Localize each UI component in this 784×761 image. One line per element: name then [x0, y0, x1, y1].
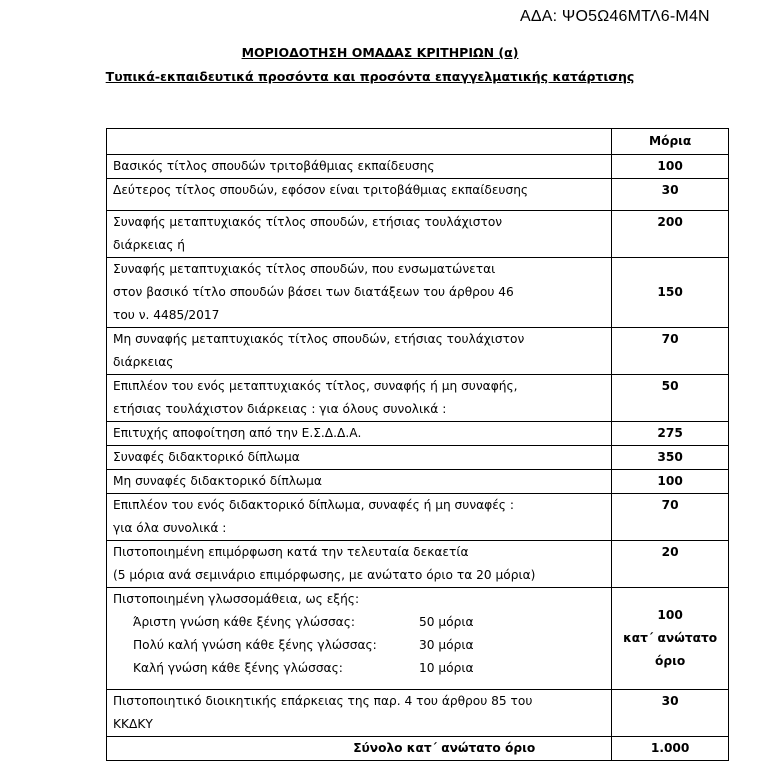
criterion-text: διάρκειας ή: [113, 238, 186, 252]
criterion-text: Δεύτερος τίτλος σπουδών, εφόσον είναι τριτοβάθμιας εκπαίδευσης: [113, 183, 529, 197]
criterion-text: Επιπλέον του ενός διδακτορικό δίπλωμα, συναφές ή μη συναφές :: [113, 498, 514, 512]
language-level-value: 30 μόρια: [419, 638, 474, 652]
table-row: [107, 179, 729, 211]
points-value: 30: [612, 690, 729, 737]
criterion-text: (5 μόρια ανά σεμινάριο επιμόρφωσης, με ανώτατο όριο τα 20 μόρια): [113, 568, 536, 582]
table-row: [107, 328, 729, 375]
language-level-value: 10 μόρια: [419, 661, 474, 675]
criterion-text: Επιτυχής αποφοίτηση από την Ε.Σ.Δ.Δ.Α.: [113, 426, 362, 440]
criterion-text: Μη συναφής μεταπτυχιακός τίτλος σπουδών, ετήσιας τουλάχιστον: [113, 332, 525, 346]
table-row: [107, 446, 729, 470]
total-row: [107, 737, 729, 761]
points-value: 100: [612, 155, 729, 179]
points-note: όριο: [655, 654, 686, 668]
language-level-label: Πολύ καλή γνώση κάθε ξένης γλώσσας:: [133, 638, 377, 652]
table-row: [107, 541, 729, 588]
points-value: 350: [612, 446, 729, 470]
scoring-table: [106, 128, 729, 761]
criterion-text: Συναφές διδακτορικό δίπλωμα: [113, 450, 300, 464]
total-label: Σύνολο κατ΄ ανώτατο όριο: [107, 737, 612, 761]
table-row: [107, 470, 729, 494]
language-level-value: 50 μόρια: [419, 615, 474, 629]
criterion-text: Μη συναφές διδακτορικό δίπλωμα: [113, 474, 322, 488]
criterion-text: ΚΚΔΚΥ: [113, 717, 153, 731]
criterion-text: Συναφής μεταπτυχιακός τίτλος σπουδών, που ενσωματώνεται: [113, 262, 496, 276]
table-row: [107, 690, 729, 737]
language-title: Πιστοποιημένη γλωσσομάθεια, ως εξής:: [113, 592, 360, 606]
language-level: [113, 611, 605, 634]
points-value: 275: [612, 422, 729, 446]
points-value: 70: [612, 494, 729, 541]
points-header: Μόρια: [612, 129, 729, 155]
criterion-text: για όλα συνολικά :: [113, 521, 227, 535]
table-header-row: [107, 129, 729, 155]
points-value: 100: [657, 608, 683, 622]
language-level: [113, 634, 605, 657]
table-row: [107, 494, 729, 541]
points-value: 20: [612, 541, 729, 588]
points-note: κατ΄ ανώτατο: [623, 631, 718, 645]
criterion-text: ετήσιας τουλάχιστον διάρκειας : για όλους συνολικά :: [113, 402, 447, 416]
table-row: [107, 155, 729, 179]
criterion-text: του ν. 4485/2017: [113, 308, 220, 322]
language-level-label: Άριστη γνώση κάθε ξένης γλώσσας:: [133, 615, 355, 629]
criterion-header: [107, 129, 612, 155]
document-subtitle: Τυπικά-εκπαιδευτικά προσόντα και προσόντα επαγγελματικής κατάρτισης: [105, 69, 635, 84]
language-row: [107, 588, 729, 690]
criterion-text: Συναφής μεταπτυχιακός τίτλος σπουδών, ετήσιας τουλάχιστον: [113, 215, 503, 229]
criterion-text: Πιστοποιημένη επιμόρφωση κατά την τελευταία δεκαετία: [113, 545, 469, 559]
table-row: [107, 211, 729, 258]
criterion-text: διάρκειας: [113, 355, 174, 369]
language-level: [113, 657, 605, 680]
table-row: [107, 422, 729, 446]
table-row: [107, 375, 729, 422]
points-value: 30: [612, 179, 729, 211]
language-level-label: Καλή γνώση κάθε ξένης γλώσσας:: [133, 661, 343, 675]
points-value: 70: [612, 328, 729, 375]
document-title: ΜΟΡΙΟΔΟΤΗΣΗ ΟΜΑΔΑΣ ΚΡΙΤΗΡΙΩΝ (α): [241, 45, 519, 60]
total-points: 1.000: [612, 737, 729, 761]
ada-code: ΑΔΑ: ΨΟ5Ω46ΜΤΛ6-Μ4Ν: [520, 8, 710, 25]
table-row: [107, 258, 729, 328]
points-value: 50: [612, 375, 729, 422]
points-value: 100: [612, 470, 729, 494]
criterion-text: Πιστοποιητικό διοικητικής επάρκειας της παρ. 4 του άρθρου 85 του: [113, 694, 533, 708]
points-value: 200: [612, 211, 729, 258]
criterion-text: Επιπλέον του ενός μεταπτυχιακός τίτλος, συναφής ή μη συναφής,: [113, 379, 518, 393]
criterion-text: στον βασικό τίτλο σπουδών βάσει των διατάξεων του άρθρου 46: [113, 285, 514, 299]
criterion-text: Βασικός τίτλος σπουδών τριτοβάθμιας εκπαίδευσης: [113, 159, 435, 173]
points-value: 150: [612, 258, 729, 328]
